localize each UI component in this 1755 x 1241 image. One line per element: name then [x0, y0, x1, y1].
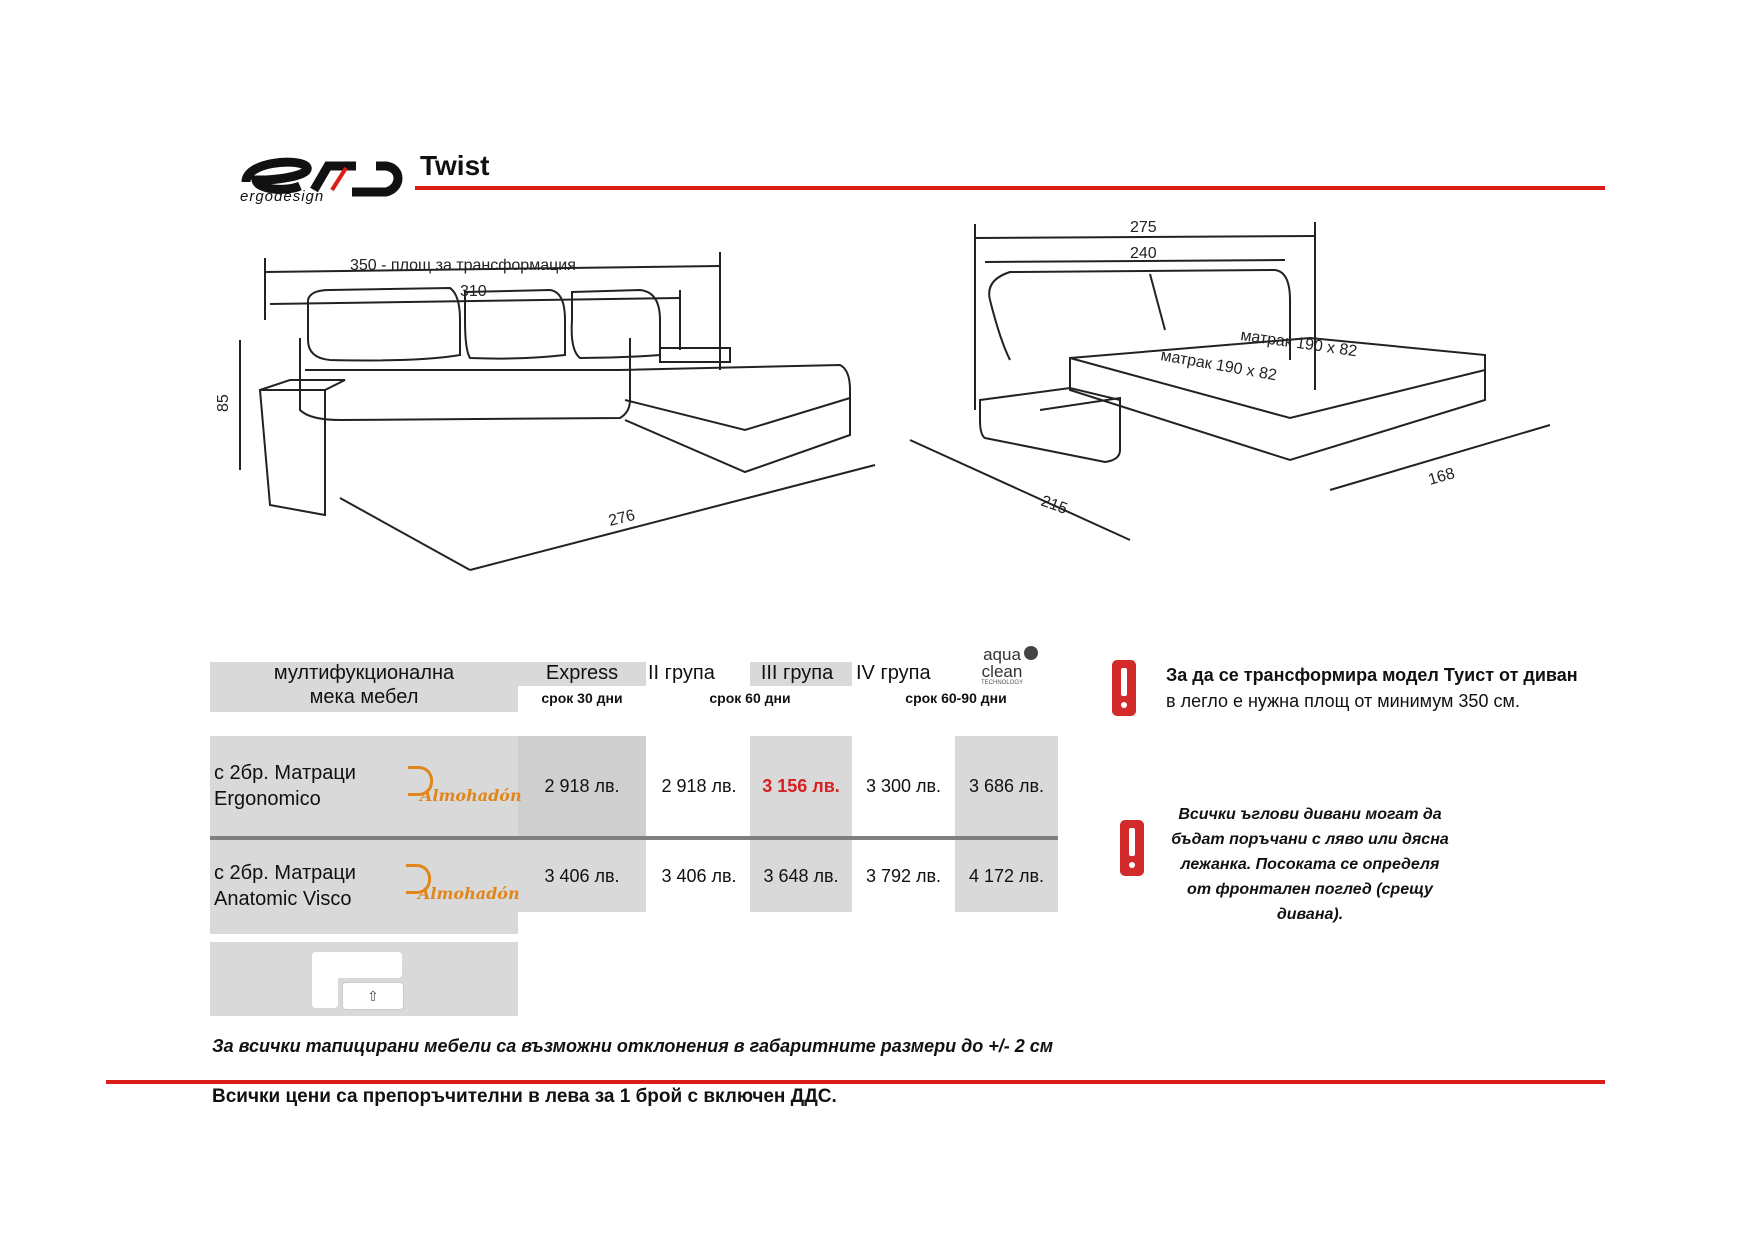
row2-label-1: с 2бр. Матраци: [214, 862, 356, 884]
dim-height: 85: [215, 394, 232, 412]
transform-note-bold: За да се трансформира модел Туист от диван: [1166, 665, 1578, 685]
dim-inner: 240: [1130, 245, 1157, 262]
aqua-clean-logo: [972, 646, 1044, 690]
row1-label-2: Ergonomico: [214, 788, 321, 810]
row1-label-1: с 2бр. Матраци: [214, 762, 356, 784]
row1-price-aqua: 3 686 лв.: [968, 776, 1045, 796]
term-express: срок 30 дни: [541, 690, 623, 706]
bed-diagram: [890, 210, 1590, 540]
row1-price-group2: 2 918 лв.: [661, 776, 737, 796]
page-title: Twist: [420, 150, 490, 181]
dim-outer: 275: [1130, 219, 1157, 236]
corner-label-1: мултифукционална: [273, 662, 455, 684]
warning-icon-1: [1112, 660, 1136, 716]
aqua-clean-sub: TECHNOLOGY: [980, 680, 1023, 686]
aqua-clean-label: aqua clean: [981, 645, 1023, 681]
dim-length: 215: [1038, 492, 1070, 518]
row2-price-group3: 3 648 лв.: [763, 866, 839, 886]
column-express: Express: [545, 662, 619, 684]
column-group-4: IV група: [856, 662, 931, 684]
dim-side: 168: [1426, 465, 1457, 489]
deviation-note: За всички тапицирани мебели са възможни отклонения в габаритните размери до +/- 2 см: [212, 1036, 1054, 1056]
orientation-icon: ⇧: [312, 952, 404, 1010]
header-divider: [415, 186, 1605, 190]
corner-note: [1150, 802, 1470, 927]
row2-price-group2: 3 406 лв.: [661, 866, 737, 886]
row1-almohadon-logo: Almohadón: [420, 786, 522, 805]
corner-note-line-3: лежанка. Посоката се определя: [1180, 856, 1440, 873]
term-60-90: срок 60-90 дни: [905, 690, 1007, 706]
corner-label-2: мека мебел: [309, 686, 419, 708]
column-group-2: II група: [648, 662, 715, 684]
mattress-1: матрак 190 х 82: [1239, 327, 1359, 361]
dim-depth: 276: [606, 506, 637, 530]
mattress-2: матрак 190 х 82: [1159, 347, 1278, 385]
warning-icon-2: [1120, 820, 1144, 876]
row2-price-aqua: 4 172 лв.: [968, 866, 1045, 886]
dim-width: 310: [460, 283, 487, 300]
row1-price-group3: 3 156 лв.: [762, 776, 840, 796]
footer-divider: [106, 1080, 1605, 1084]
prices-note: Всички цени са препоръчителни в лева за 1 брой с включен ДДС.: [212, 1086, 837, 1107]
row2-almohadon-logo: Almohadón: [418, 884, 520, 903]
row2-price-group4: 3 792 лв.: [865, 866, 942, 886]
row2-price-express: 3 406 лв.: [544, 866, 620, 886]
column-group-3: III група: [760, 662, 834, 684]
corner-note-line-1: Всички ъглови дивани могат да: [1178, 806, 1442, 823]
row2-label-2: Anatomic Visco: [214, 888, 352, 910]
corner-note-line-2: бъдат поръчани с ляво или дясна: [1171, 831, 1449, 848]
corner-note-line-5: дивана).: [1276, 906, 1344, 923]
logo-text: ergodesign: [240, 188, 325, 205]
transform-note-rest: в легло е нужна площ от минимум 350 см.: [1166, 691, 1520, 711]
sofa-diagram: [215, 240, 860, 580]
row1-price-group4: 3 300 лв.: [865, 776, 942, 796]
row1-logo-mark: [408, 766, 433, 796]
term-60: срок 60 дни: [709, 690, 791, 706]
dim-transform: 350 - площ за трансформация: [350, 257, 576, 274]
row2-logo-mark: [406, 864, 431, 894]
row1-price-express: 2 918 лв.: [544, 776, 620, 796]
corner-note-line-4: от фронтален поглед (срещу: [1187, 881, 1433, 898]
aqua-drop-icon: [1024, 646, 1038, 660]
